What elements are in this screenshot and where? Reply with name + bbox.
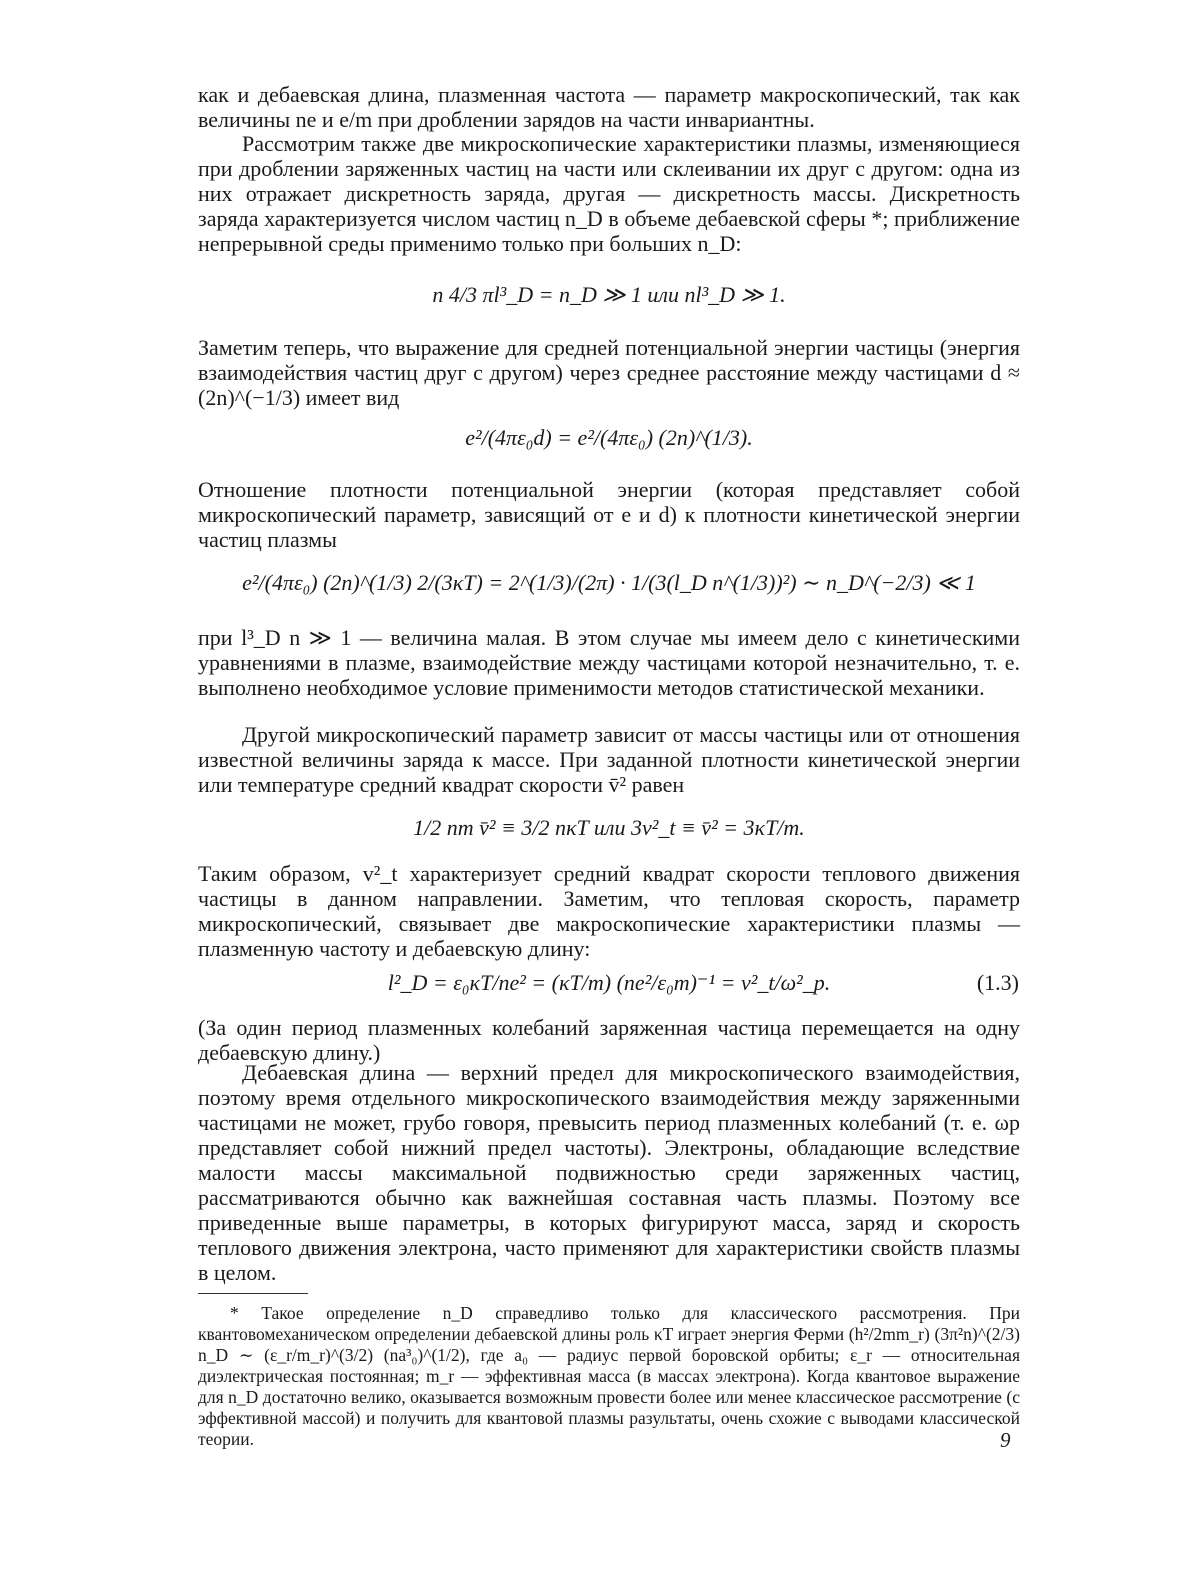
equation-potential-energy: e²/(4πε₀d) = e²/(4πε₀) (2n)^(1/3). (465, 425, 753, 450)
paragraph-6: Другой микроскопический параметр зависит от массы частицы или от отношения известной величины заряда к массе. При заданной плотности кинетической энергии или температуре средний квадрат скорости v̄² равен (198, 722, 1020, 797)
paragraph-2: Рассмотрим также две микроскопические характеристики плазмы, изменяющиеся при дроблении заряженных частиц на части или склеивании их друг с другом: одна из них отражает дискретность заряда, другая — дискретность массы. Дискретность заряда характеризуется числом частиц n_D в объеме дебаевской сферы *; приближение непрерывной среды применимо только при больших n_D: (198, 131, 1020, 256)
paragraph-3: Заметим теперь, что выражение для средней потенциальной энергии частицы (энергия взаимодействия частиц друг с другом) через среднее расстояние между частицами d ≈ (2n)^(−1/3) имеет вид (198, 335, 1020, 410)
paragraph-1: как и дебаевская длина, плазменная частота — параметр макроскопический, так как величины ne и e/m при дроблении зарядов на части инвариантны. (198, 82, 1020, 132)
equation-1-3 (198, 970, 1020, 996)
footnote-divider (198, 1293, 308, 1294)
paragraph-9: Дебаевская длина — верхний предел для микроскопического взаимодействия, поэтому время отдельного микроскопического взаимодействия между заряженными частицами не может, грубо говоря, превысить период плазменных колебаний (т. е. ωp представляет собой нижний предел частоты). Электроны, обладающие вследствие малости массы максимальной подвижностью среди заряженных частиц, рассматриваются обычно как важнейшая составная часть плазмы. Поэтому все приведенные выше параметры, в которых фигурируют масса, заряд и скорость теплового движения электрона, часто применяют для характеристики свойств плазмы в целом. (198, 1060, 1020, 1285)
equation-energy-ratio: e²/(4πε₀) (2n)^(1/3) 2/(3κT) = 2^(1/3)/(2π) · 1/(3(l_D n^(1/3))²) ∼ n_D^(−2/3) ≪ 1 (242, 570, 976, 595)
paragraph-4: Отношение плотности потенциальной энергии (которая представляет собой микроскопический параметр, зависящий от e и d) к плотности кинетической энергии частиц плазмы (198, 477, 1020, 552)
equation-mean-square-velocity: 1/2 nm v̄² ≡ 3/2 nκT или 3v²_t ≡ v̄² = 3κT/m. (413, 815, 805, 840)
paragraph-7: Таким образом, v²_t характеризует средний квадрат скорости теплового движения частицы в данном направлении. Заметим, что тепловая скорость, параметр микроскопический, связывает две макроскопические характеристики плазмы — плазменную частоту и дебаевскую длину: (198, 861, 1020, 961)
equation-number: (1.3) (976, 970, 1019, 995)
footnote: * Такое определение n_D справедливо только для классического рассмотрения. При квантовомеханическом определении дебаевской длины роль κT играет энергия Ферми (h²/2mm_r) (3π²n)^(2/3) n_D ∼ (ε_r/m_r)^(3/2) (na³₀)^(1/2), где a₀ — радиус первой боровской орбиты; ε_r — относительная диэлектрическая постоянная; m_r — эффективная масса (в массах электрона). Когда квантовое выражение для n_D достаточно велико, оказывается возможным провести более или менее классическое рассмотрение (с эффективной массой) и получить для квантовой плазмы разультаты, очень схожие с выводами классической теории. (198, 1303, 1020, 1449)
paragraph-8: (За один период плазменных колебаний заряженная частица перемещается на одну дебаевскую длину.) (198, 1015, 1020, 1065)
equation-debye-number: n 4/3 πl³_D = n_D ≫ 1 или nl³_D ≫ 1. (432, 282, 786, 307)
paragraph-5: при l³_D n ≫ 1 — величина малая. В этом случае мы имеем дело с кинетическими уравнениями в плазме, взаимодействие между частицами которой незначительно, т. е. выполнено необходимое условие применимости методов статистической механики. (198, 625, 1020, 700)
equation-1-3-body: l²_D = ε₀κT/ne² = (κT/m) (ne²/ε₀m)⁻¹ = v²_t/ω²_p. (387, 970, 831, 995)
page-number: 9 (1000, 1428, 1011, 1452)
